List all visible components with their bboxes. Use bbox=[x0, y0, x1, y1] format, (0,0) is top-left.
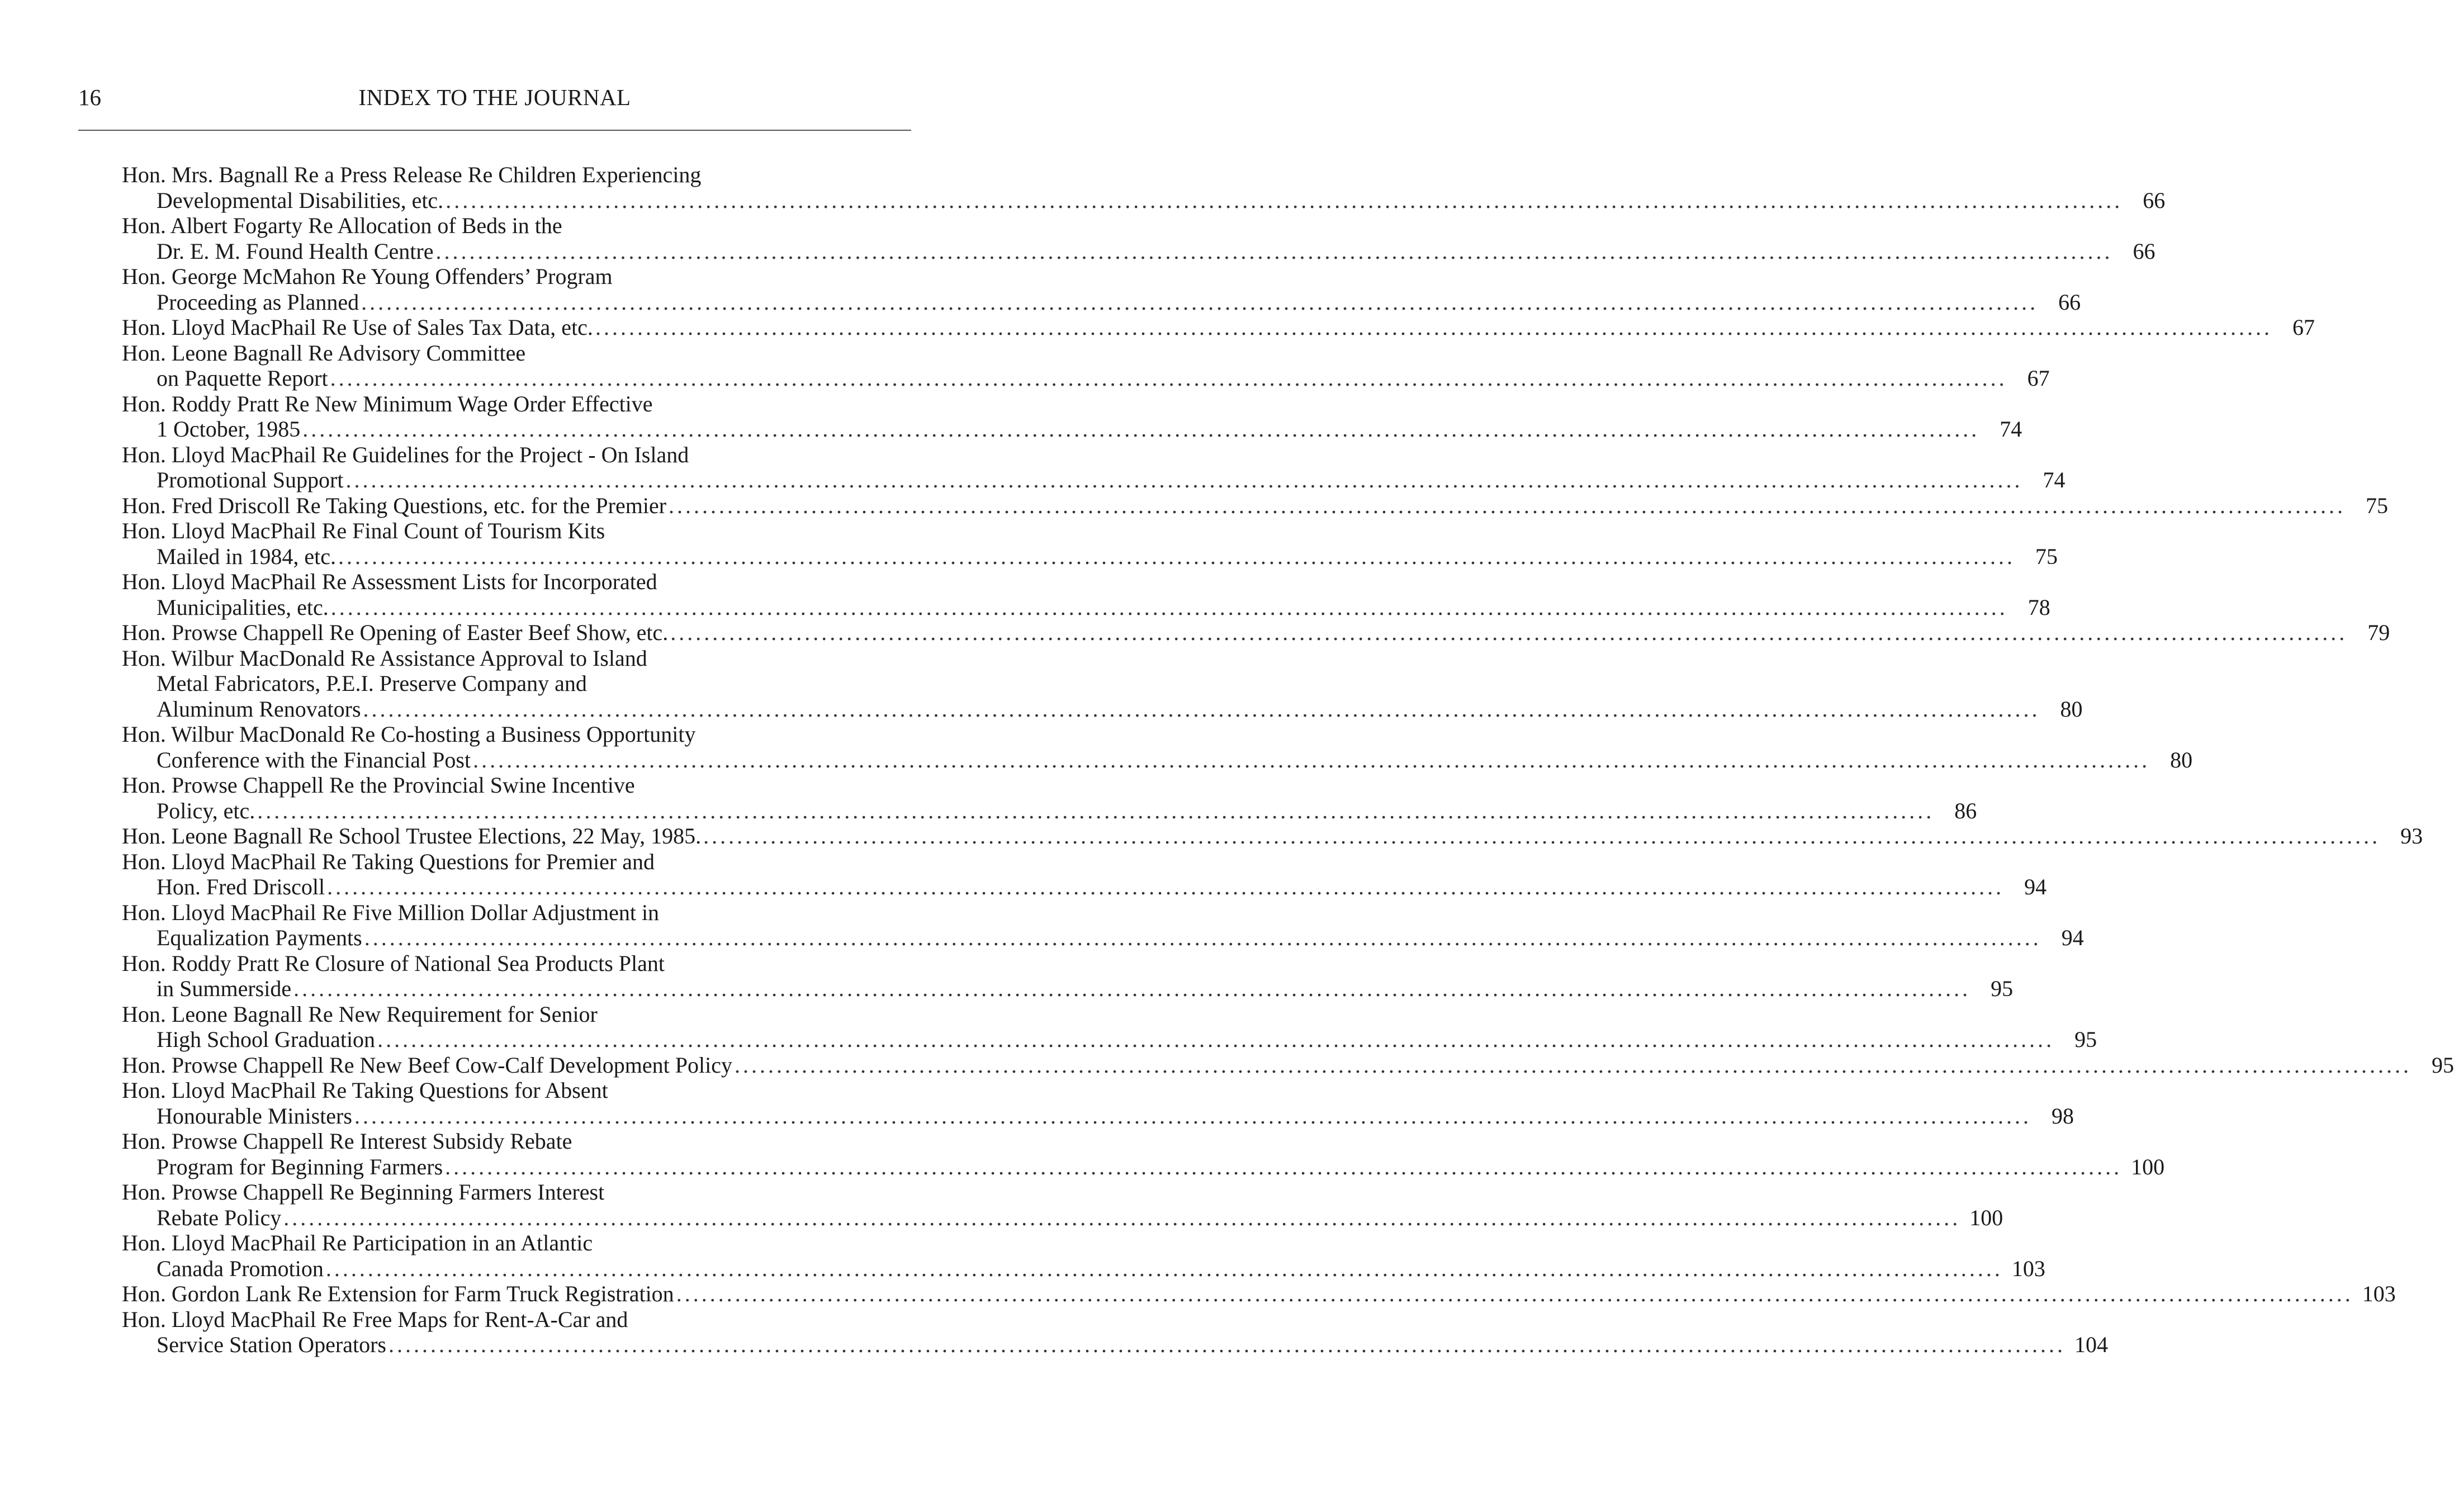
entry-heading-line: Hon. Roddy Pratt Re New Minimum Wage Order Effective bbox=[122, 391, 653, 416]
dot-leader: ........................................................................................................................................................................................................ bbox=[327, 874, 2005, 899]
entry-heading-line: Hon. Prowse Chappell Re Beginning Farmers Interest bbox=[122, 1179, 605, 1205]
entry-text: Program for Beginning Farmers bbox=[157, 1154, 443, 1179]
entry-continuation-line: Metal Fabricators, P.E.I. Preserve Company and bbox=[157, 671, 587, 696]
entry-heading-line: Hon. Lloyd MacPhail Re Taking Questions for Absent bbox=[122, 1078, 608, 1103]
entry-heading-line: Hon. Lloyd MacPhail Re Five Million Dollar Adjustment in bbox=[122, 899, 660, 925]
index-entry bbox=[122, 1052, 2454, 1078]
dot-leader: ........................................................................................................................................................................................................ bbox=[595, 315, 2272, 340]
index-entry-list bbox=[122, 162, 2454, 1358]
entry-text: Service Station Operators bbox=[157, 1332, 386, 1357]
entry-page-number: 66 bbox=[2133, 238, 2155, 264]
entry-text: Hon. Gordon Lank Re Extension for Farm Truck Registration bbox=[122, 1281, 674, 1306]
dot-leader: ........................................................................................................................................................................................................ bbox=[363, 696, 2040, 722]
entry-page-number: 75 bbox=[2366, 492, 2389, 518]
entry-heading-line: Hon. Albert Fogarty Re Allocation of Beds in the bbox=[122, 213, 562, 238]
entry-continuation-line bbox=[122, 696, 2083, 722]
dot-leader: ........................................................................................................................................................................................................ bbox=[257, 798, 1935, 823]
index-entry bbox=[122, 620, 2390, 646]
entry-text: in Summerside bbox=[157, 976, 292, 1001]
dot-leader: ........................................................................................................................................................................................................ bbox=[703, 823, 2381, 849]
entry-continuation-line bbox=[122, 238, 2155, 264]
dot-leader: ........................................................................................................................................................................................................ bbox=[389, 1332, 2065, 1357]
entry-page-number: 75 bbox=[2035, 543, 2058, 569]
entry-text: Policy, etc. bbox=[157, 798, 255, 823]
entry-page-number: 95 bbox=[2432, 1052, 2454, 1078]
index-entry bbox=[122, 315, 2315, 340]
index-entry bbox=[122, 1281, 2396, 1307]
entry-continuation-line bbox=[122, 594, 2050, 620]
entry-page-number: 80 bbox=[2060, 696, 2083, 722]
entry-heading-line bbox=[122, 492, 2389, 519]
index-entry bbox=[122, 849, 2047, 900]
dot-leader: ........................................................................................................................................................................................................ bbox=[473, 747, 2150, 772]
entry-page-number: 98 bbox=[2051, 1103, 2074, 1129]
index-entry bbox=[122, 823, 2423, 849]
index-entry bbox=[122, 518, 2058, 569]
dot-leader: ........................................................................................................................................................................................................ bbox=[325, 1255, 2003, 1281]
dot-leader: ........................................................................................................................................................................................................ bbox=[446, 187, 2123, 213]
dot-leader: ........................................................................................................................................................................................................ bbox=[338, 543, 2016, 569]
entry-continuation-line bbox=[122, 1154, 2165, 1180]
dot-leader: ........................................................................................................................................................................................................ bbox=[330, 594, 2008, 620]
entry-page-number: 80 bbox=[2170, 747, 2193, 772]
dot-leader: ........................................................................................................................................................................................................ bbox=[364, 925, 2041, 950]
entry-text: Hon. Lloyd MacPhail Re Use of Sales Tax Data, etc. bbox=[122, 315, 593, 340]
entry-text: Dr. E. M. Found Health Centre bbox=[157, 238, 434, 264]
index-entry bbox=[122, 1129, 2165, 1179]
index-entry bbox=[122, 1001, 2097, 1053]
index-entry bbox=[122, 722, 2193, 772]
entry-page-number: 103 bbox=[2362, 1281, 2396, 1306]
index-entry bbox=[122, 492, 2389, 519]
dot-leader: ........................................................................................................................................................................................................ bbox=[361, 289, 2039, 315]
running-title: INDEX TO THE JOURNAL bbox=[358, 84, 631, 110]
entry-text: Municipalities, etc. bbox=[157, 594, 329, 620]
dot-leader: ........................................................................................................................................................................................................ bbox=[735, 1052, 2412, 1078]
entry-heading-line: Hon. Lloyd MacPhail Re Assessment Lists for Incorporated bbox=[122, 569, 657, 594]
dot-leader: ........................................................................................................................................................................................................ bbox=[445, 1154, 2123, 1179]
index-entry bbox=[122, 1230, 2045, 1281]
entry-text: Rebate Policy bbox=[157, 1205, 282, 1230]
header-divider bbox=[78, 130, 911, 131]
entry-text: Hon. Prowse Chappell Re New Beef Cow-Calf Development Policy bbox=[122, 1052, 733, 1078]
dot-leader: ........................................................................................................................................................................................................ bbox=[354, 1103, 2031, 1129]
dot-leader: ........................................................................................................................................................................................................ bbox=[283, 1205, 1961, 1230]
entry-text: Mailed in 1984, etc. bbox=[157, 543, 337, 569]
entry-text: Hon. Fred Driscoll bbox=[157, 874, 325, 899]
entry-text: High School Graduation bbox=[157, 1027, 376, 1052]
entry-heading-line: Hon. Prowse Chappell Re the Provincial Swine Incentive bbox=[122, 772, 635, 798]
entry-text: Promotional Support bbox=[157, 467, 344, 492]
entry-text: Developmental Disabilities, etc. bbox=[157, 187, 444, 213]
entry-heading-line: Hon. George McMahon Re Young Offenders’ Program bbox=[122, 264, 613, 289]
entry-heading-line: Hon. Lloyd MacPhail Re Participation in an Atlantic bbox=[122, 1230, 593, 1255]
entry-page-number: 66 bbox=[2143, 187, 2166, 213]
entry-page-number: 66 bbox=[2058, 289, 2081, 315]
entry-page-number: 67 bbox=[2027, 366, 2050, 391]
entry-page-number: 74 bbox=[2000, 416, 2022, 442]
dot-leader: ........................................................................................................................................................................................................ bbox=[669, 492, 2346, 518]
entry-heading-line: Hon. Lloyd MacPhail Re Final Count of Tourism Kits bbox=[122, 518, 605, 543]
entry-page-number: 79 bbox=[2367, 620, 2390, 645]
entry-heading-line bbox=[122, 315, 2315, 340]
entry-page-number: 78 bbox=[2027, 594, 2050, 620]
entry-text: on Paquette Report bbox=[157, 366, 328, 391]
entry-heading-line bbox=[122, 823, 2423, 849]
entry-heading-line: Hon. Leone Bagnall Re Advisory Committee bbox=[122, 340, 526, 366]
entry-continuation-line bbox=[122, 289, 2081, 315]
index-entry bbox=[122, 264, 2081, 315]
index-entry bbox=[122, 1179, 2003, 1230]
entry-continuation-line bbox=[122, 747, 2193, 773]
entry-text: Hon. Prowse Chappell Re Opening of Easter Beef Show, etc. bbox=[122, 620, 669, 645]
entry-text: Proceeding as Planned bbox=[157, 289, 359, 315]
index-entry bbox=[122, 950, 2014, 1002]
entry-heading-line bbox=[122, 620, 2390, 646]
entry-continuation-line bbox=[122, 874, 2047, 900]
index-entry bbox=[122, 645, 2083, 722]
entry-heading-line: Hon. Mrs. Bagnall Re a Press Release Re Children Experiencing bbox=[122, 162, 702, 187]
entry-heading-line: Hon. Roddy Pratt Re Closure of National Sea Products Plant bbox=[122, 950, 665, 976]
entry-continuation-line bbox=[122, 1332, 2108, 1358]
entry-page-number: 100 bbox=[2131, 1154, 2165, 1179]
index-entry bbox=[122, 899, 2084, 951]
entry-continuation-line bbox=[122, 467, 2065, 493]
entry-page-number: 94 bbox=[2024, 874, 2047, 899]
entry-continuation-line bbox=[122, 187, 2166, 214]
entry-continuation-line bbox=[122, 798, 1977, 824]
entry-text: Honourable Ministers bbox=[157, 1103, 352, 1129]
dot-leader: ........................................................................................................................................................................................................ bbox=[330, 366, 2007, 391]
entry-text: Hon. Fred Driscoll Re Taking Questions, etc. for the Premier bbox=[122, 492, 667, 518]
dot-leader: ........................................................................................................................................................................................................ bbox=[670, 620, 2348, 645]
entry-continuation-line bbox=[122, 1027, 2097, 1053]
entry-text: Canada Promotion bbox=[157, 1255, 324, 1281]
entry-page-number: 95 bbox=[2074, 1027, 2097, 1052]
entry-heading-line bbox=[122, 1281, 2396, 1307]
entry-heading-line: Hon. Leone Bagnall Re New Requirement for Senior bbox=[122, 1001, 598, 1027]
entry-page-number: 95 bbox=[1991, 976, 2014, 1001]
entry-page-number: 67 bbox=[2292, 315, 2315, 340]
entry-text: 1 October, 1985 bbox=[157, 416, 301, 442]
entry-continuation-line bbox=[122, 366, 2050, 391]
entry-heading-line: Hon. Lloyd MacPhail Re Taking Questions for Premier and bbox=[122, 849, 655, 874]
index-entry bbox=[122, 1078, 2074, 1129]
index-entry bbox=[122, 162, 2166, 213]
entry-heading-line: Hon. Lloyd MacPhail Re Free Maps for Rent-A-Car and bbox=[122, 1306, 628, 1332]
dot-leader: ........................................................................................................................................................................................................ bbox=[377, 1027, 2055, 1052]
entry-continuation-line bbox=[122, 1103, 2074, 1129]
index-entry bbox=[122, 569, 2050, 620]
entry-page-number: 94 bbox=[2061, 925, 2084, 950]
entry-text: Aluminum Renovators bbox=[157, 696, 361, 722]
entry-heading-line: Hon. Prowse Chappell Re Interest Subsidy Rebate bbox=[122, 1129, 572, 1154]
entry-continuation-line bbox=[122, 1205, 2003, 1231]
entry-page-number: 104 bbox=[2074, 1332, 2108, 1357]
entry-page-number: 74 bbox=[2043, 467, 2065, 492]
index-entry bbox=[122, 1306, 2108, 1358]
entry-text: Hon. Leone Bagnall Re School Trustee Elections, 22 May, 1985. bbox=[122, 823, 702, 849]
entry-continuation-line bbox=[122, 976, 2014, 1002]
index-entry bbox=[122, 391, 2022, 442]
index-entry bbox=[122, 340, 2050, 391]
entry-heading-line: Hon. Wilbur MacDonald Re Assistance Approval to Island bbox=[122, 645, 647, 671]
entry-page-number: 86 bbox=[1954, 798, 1977, 823]
entry-heading-line: Hon. Wilbur MacDonald Re Co-hosting a Business Opportunity bbox=[122, 722, 696, 747]
entry-continuation-line bbox=[122, 1255, 2045, 1282]
index-entry bbox=[122, 772, 1977, 823]
entry-page-number: 93 bbox=[2400, 823, 2423, 849]
page-header bbox=[78, 84, 911, 117]
entry-continuation-line bbox=[122, 416, 2022, 442]
entry-heading-line: Hon. Lloyd MacPhail Re Guidelines for the Project - On Island bbox=[122, 442, 689, 467]
index-entry bbox=[122, 213, 2155, 264]
entry-page-number: 100 bbox=[1969, 1205, 2003, 1230]
dot-leader: ........................................................................................................................................................................................................ bbox=[302, 416, 1980, 442]
dot-leader: ........................................................................................................................................................................................................ bbox=[345, 467, 2023, 492]
entry-page-number: 103 bbox=[2011, 1255, 2045, 1281]
entry-heading-line bbox=[122, 1052, 2454, 1078]
entry-continuation-line bbox=[122, 925, 2084, 951]
page-number: 16 bbox=[78, 84, 101, 110]
entry-text: Equalization Payments bbox=[157, 925, 362, 950]
entry-continuation-line bbox=[122, 543, 2058, 570]
dot-leader: ........................................................................................................................................................................................................ bbox=[676, 1281, 2353, 1306]
entry-text: Conference with the Financial Post bbox=[157, 747, 471, 772]
dot-leader: ........................................................................................................................................................................................................ bbox=[435, 238, 2113, 264]
dot-leader: ........................................................................................................................................................................................................ bbox=[293, 976, 1971, 1001]
index-entry bbox=[122, 442, 2065, 493]
